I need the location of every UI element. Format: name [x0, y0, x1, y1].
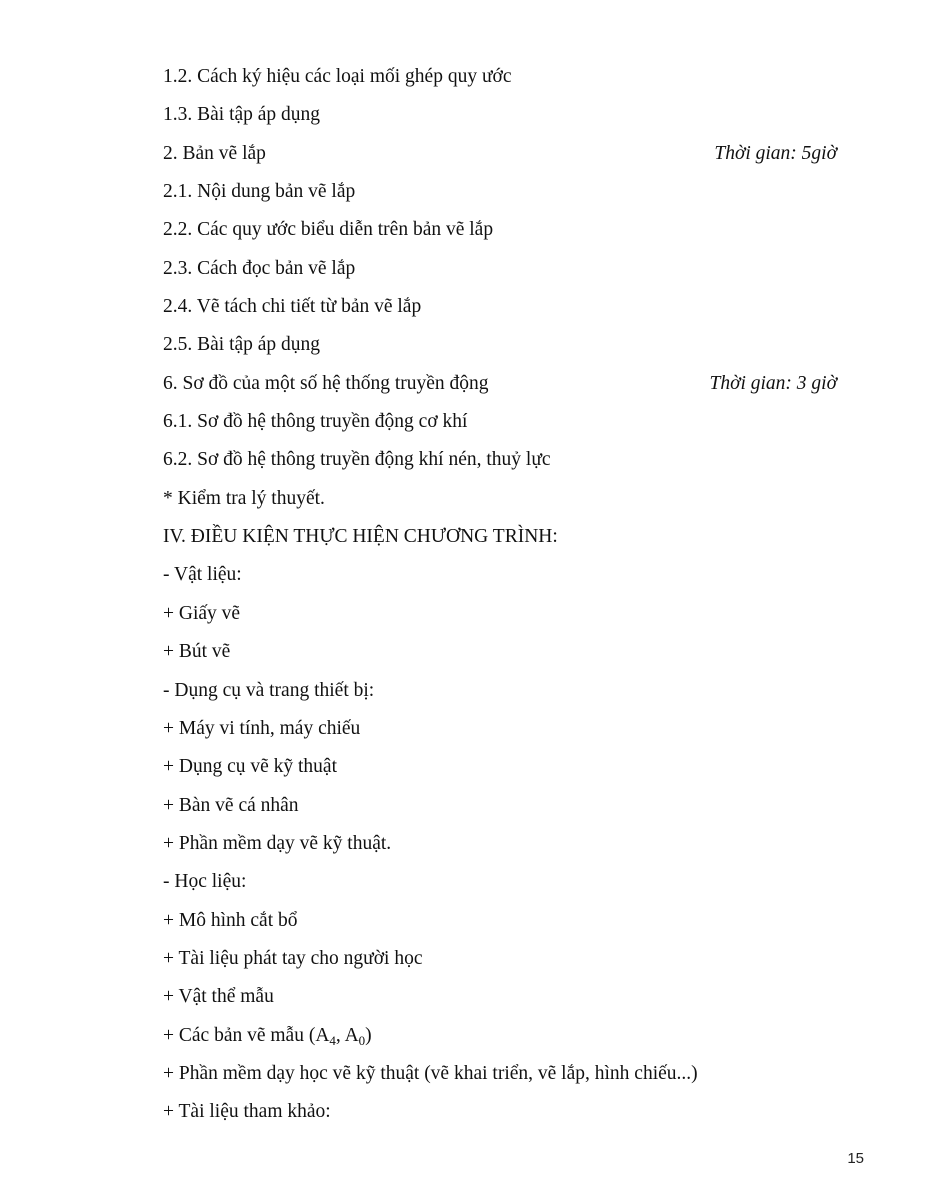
line-text: + Bàn vẽ cá nhân [163, 794, 299, 816]
text-line [163, 58, 843, 96]
line-text: 2.2. Các quy ước biểu diễn trên bản vẽ lắp [163, 219, 494, 241]
section-heading-conditions [163, 518, 843, 556]
line-text: + Vật thể mẫu [163, 986, 274, 1008]
line-text: 2.4. Vẽ tách chi tiết từ bản vẽ lắp [163, 296, 422, 318]
subscript: 0 [358, 1032, 366, 1048]
text-line [163, 556, 843, 594]
text-line [163, 250, 843, 288]
text-line [163, 288, 843, 326]
text-line [163, 940, 843, 978]
line-text: 6.1. Sơ đồ hệ thông truyền động cơ khí [163, 411, 468, 433]
line-text: - Học liệu: [163, 871, 247, 893]
text-line [163, 672, 843, 710]
text-line [163, 1055, 843, 1093]
text-line [163, 978, 843, 1016]
line-text: - Dụng cụ và trang thiết bị: [163, 679, 375, 701]
text-line [163, 595, 843, 633]
text-line [163, 787, 843, 825]
line-text: 2.5. Bài tập áp dụng [163, 334, 321, 356]
line-text: + Tài liệu tham khảo: [163, 1101, 331, 1123]
line-text: + Tài liệu phát tay cho người học [163, 947, 423, 969]
line-text: , A [335, 1024, 359, 1046]
text-line [163, 1093, 843, 1131]
line-text: 2. Bản vẽ lắp [163, 142, 266, 164]
line-text: * Kiểm tra lý thuyết. [163, 487, 325, 509]
section-heading-transmission-diagrams [163, 365, 843, 403]
line-text: - Vật liệu: [163, 564, 242, 586]
line-text: + Bút vẽ [163, 641, 231, 663]
line-text: + Phần mềm dạy học vẽ kỹ thuật (vẽ khai triển, vẽ lắp, hình chiếu...) [163, 1062, 698, 1084]
section-heading-assembly-drawing [163, 135, 843, 173]
line-text: 2.3. Cách đọc bản vẽ lắp [163, 257, 356, 279]
line-text: + Dụng cụ vẽ kỹ thuật [163, 756, 338, 778]
line-text: 1.2. Cách ký hiệu các loại mối ghép quy ước [163, 66, 512, 87]
line-text: + Mô hình cắt bổ [163, 909, 298, 931]
text-line-sample-drawings [163, 1017, 843, 1055]
text-line [163, 902, 843, 940]
text-line [163, 211, 843, 249]
line-text: + Máy vi tính, máy chiếu [163, 717, 361, 739]
line-text: 1.3. Bài tập áp dụng [163, 104, 321, 126]
text-line [163, 480, 843, 518]
text-line [163, 633, 843, 671]
line-text: IV. ĐIỀU KIỆN THỰC HIỆN CHƯƠNG TRÌNH: [163, 526, 558, 548]
text-line [163, 326, 843, 364]
page-content [163, 58, 843, 1132]
duration-label: Thời gian: 5giờ [714, 142, 837, 164]
line-text: 6.2. Sơ đồ hệ thông truyền động khí nén, thuỷ lực [163, 449, 551, 471]
text-line [163, 748, 843, 786]
text-line [163, 825, 843, 863]
text-line [163, 173, 843, 211]
line-text: + Các bản vẽ mẫu (A [163, 1024, 330, 1046]
text-line [163, 710, 843, 748]
line-text: ) [365, 1024, 372, 1046]
line-text: 2.1. Nội dung bản vẽ lắp [163, 181, 356, 203]
line-text: 6. Sơ đồ của một số hệ thống truyền động [163, 372, 489, 394]
line-text: + Phần mềm dạy vẽ kỹ thuật. [163, 832, 392, 854]
duration-label: Thời gian: 3 giờ [709, 372, 837, 394]
text-line [163, 863, 843, 901]
text-line [163, 441, 843, 479]
text-line [163, 403, 843, 441]
line-text: + Giấy vẽ [163, 602, 241, 624]
subscript: 4 [329, 1032, 336, 1048]
page-number: 15 [847, 1150, 864, 1167]
text-line [163, 96, 843, 134]
